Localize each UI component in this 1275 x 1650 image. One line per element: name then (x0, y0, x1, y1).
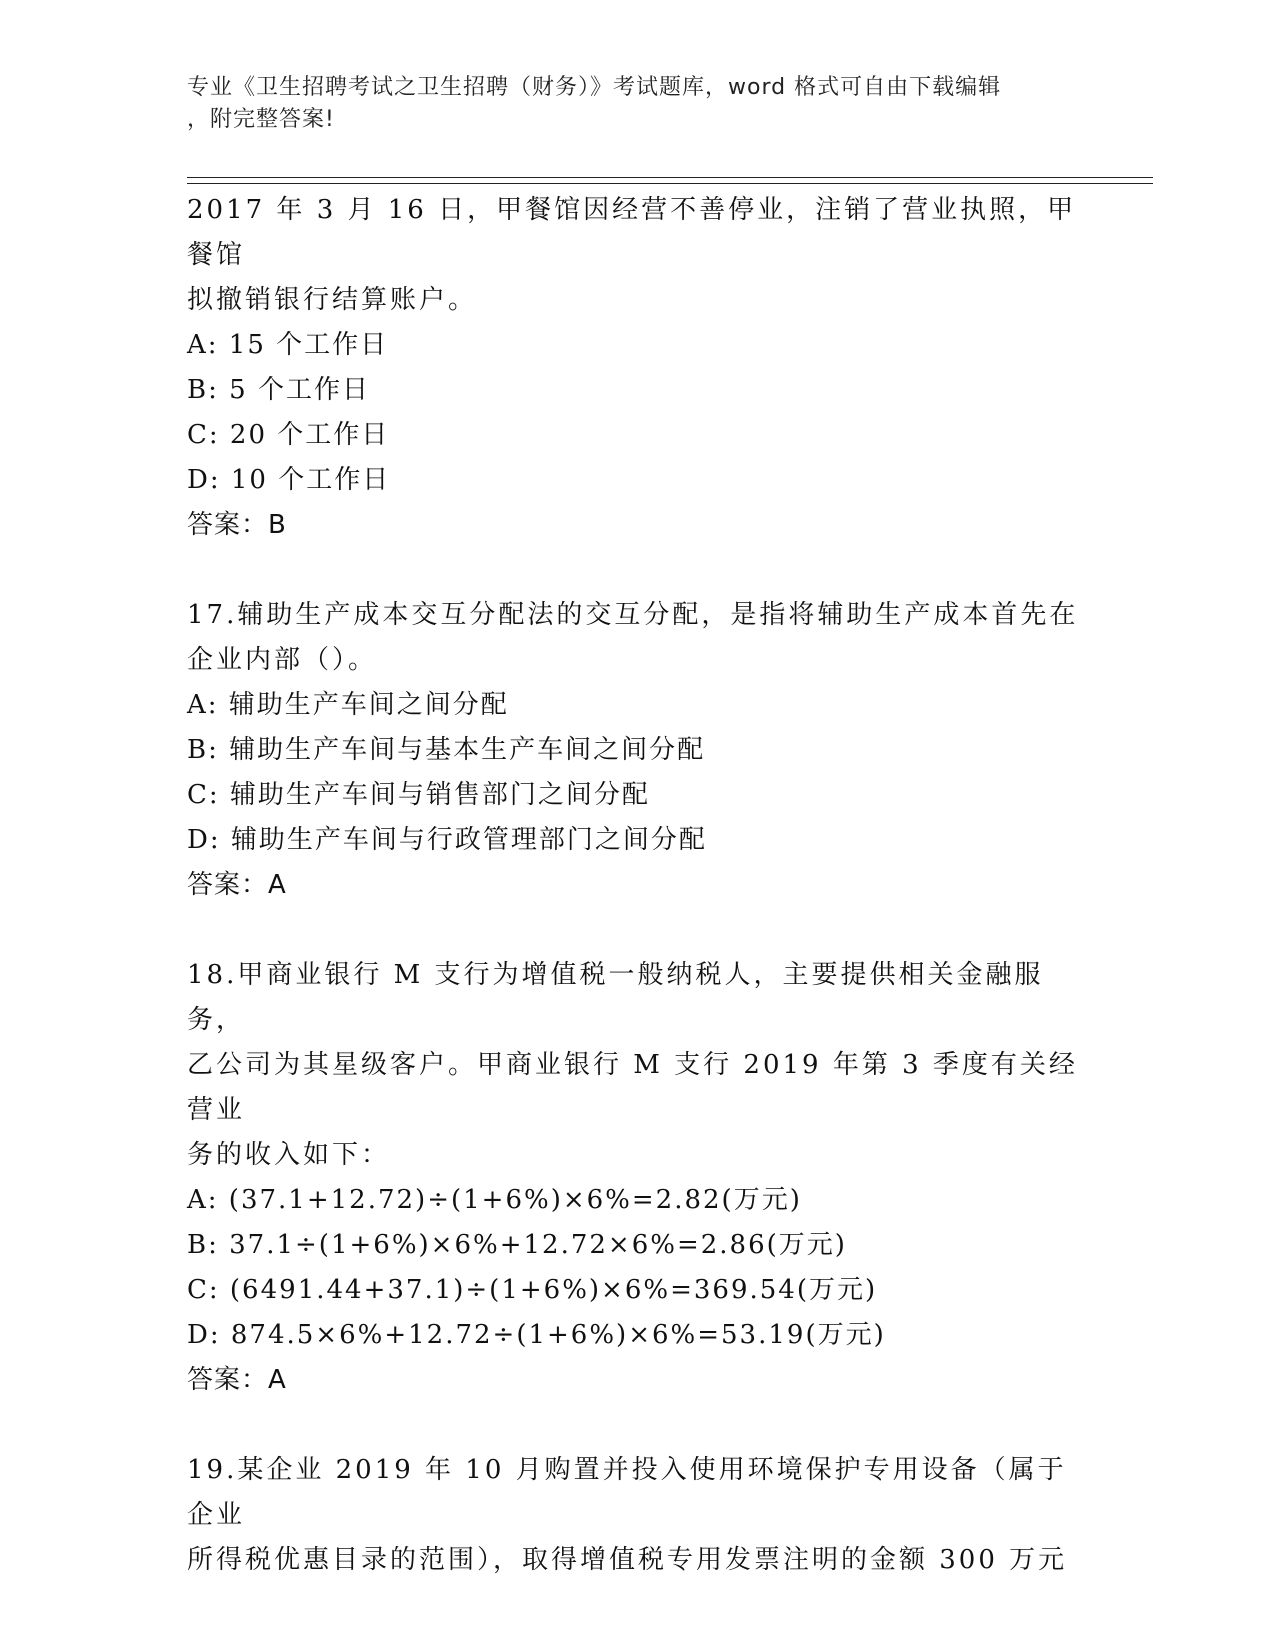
question-19 (187, 1448, 1087, 1583)
question-stem (187, 593, 1087, 683)
question-stem-line: 务的收入如下： (187, 1140, 391, 1170)
question-stem (187, 953, 1087, 1178)
header-divider-bottom (187, 183, 1153, 184)
answer-line: 答案：A (187, 1365, 287, 1395)
question-stem (187, 188, 1087, 323)
question-stem-line: 拟撤销银行结算账户。 (187, 285, 478, 315)
question-stem-line: 企业内部（）。 (187, 645, 378, 675)
question-16 (187, 188, 1087, 548)
option-c: C: 20 个工作日 (187, 420, 390, 450)
document-header (187, 72, 1067, 136)
header-line-2: ，附完整答案! (187, 107, 335, 132)
answer-line: 答案：B (187, 510, 287, 540)
question-stem-line: 乙公司为其星级客户。甲商业银行 M 支行 2019 年第 3 季度有关经营业 (187, 1050, 1078, 1125)
option-a: A: (37.1+12.72)÷(1+6%)×6%=2.82(万元) (187, 1185, 802, 1215)
header-divider-top (187, 177, 1153, 178)
header-line-1: 专业《卫生招聘考试之卫生招聘（财务）》考试题库，word 格式可自由下载编辑 (187, 75, 1002, 100)
question-list (187, 188, 1087, 1583)
option-d: D: 辅助生产车间与行政管理部门之间分配 (187, 825, 707, 855)
answer-line: 答案：A (187, 870, 287, 900)
question-18 (187, 953, 1087, 1403)
option-b: B: 5 个工作日 (187, 375, 370, 405)
option-b: B: 辅助生产车间与基本生产车间之间分配 (187, 735, 706, 765)
option-b: B: 37.1÷(1+6%)×6%+12.72×6%=2.86(万元) (187, 1230, 847, 1260)
option-c: C: (6491.44+37.1)÷(1+6%)×6%=369.54(万元) (187, 1275, 878, 1305)
question-stem-line: 18.甲商业银行 M 支行为增值税一般纳税人，主要提供相关金融服务， (187, 960, 1044, 1035)
question-17 (187, 593, 1087, 908)
question-stem-line: 19.某企业 2019 年 10 月购置并投入使用环境保护专用设备（属于企业 (187, 1455, 1067, 1530)
option-c: C: 辅助生产车间与销售部门之间分配 (187, 780, 650, 810)
option-d: D: 874.5×6%+12.72÷(1+6%)×6%=53.19(万元) (187, 1320, 886, 1350)
question-stem-line: 2017 年 3 月 16 日，甲餐馆因经营不善停业，注销了营业执照，甲餐馆 (187, 195, 1077, 270)
question-stem-line: 17.辅助生产成本交互分配法的交互分配，是指将辅助生产成本首先在 (187, 600, 1079, 630)
option-a: A: 辅助生产车间之间分配 (187, 690, 509, 720)
option-a: A: 15 个工作日 (187, 330, 389, 360)
question-stem (187, 1448, 1087, 1583)
question-stem-line: 所得税优惠目录的范围），取得增值税专用发票注明的金额 300 万元 (187, 1545, 1068, 1575)
option-d: D: 10 个工作日 (187, 465, 391, 495)
